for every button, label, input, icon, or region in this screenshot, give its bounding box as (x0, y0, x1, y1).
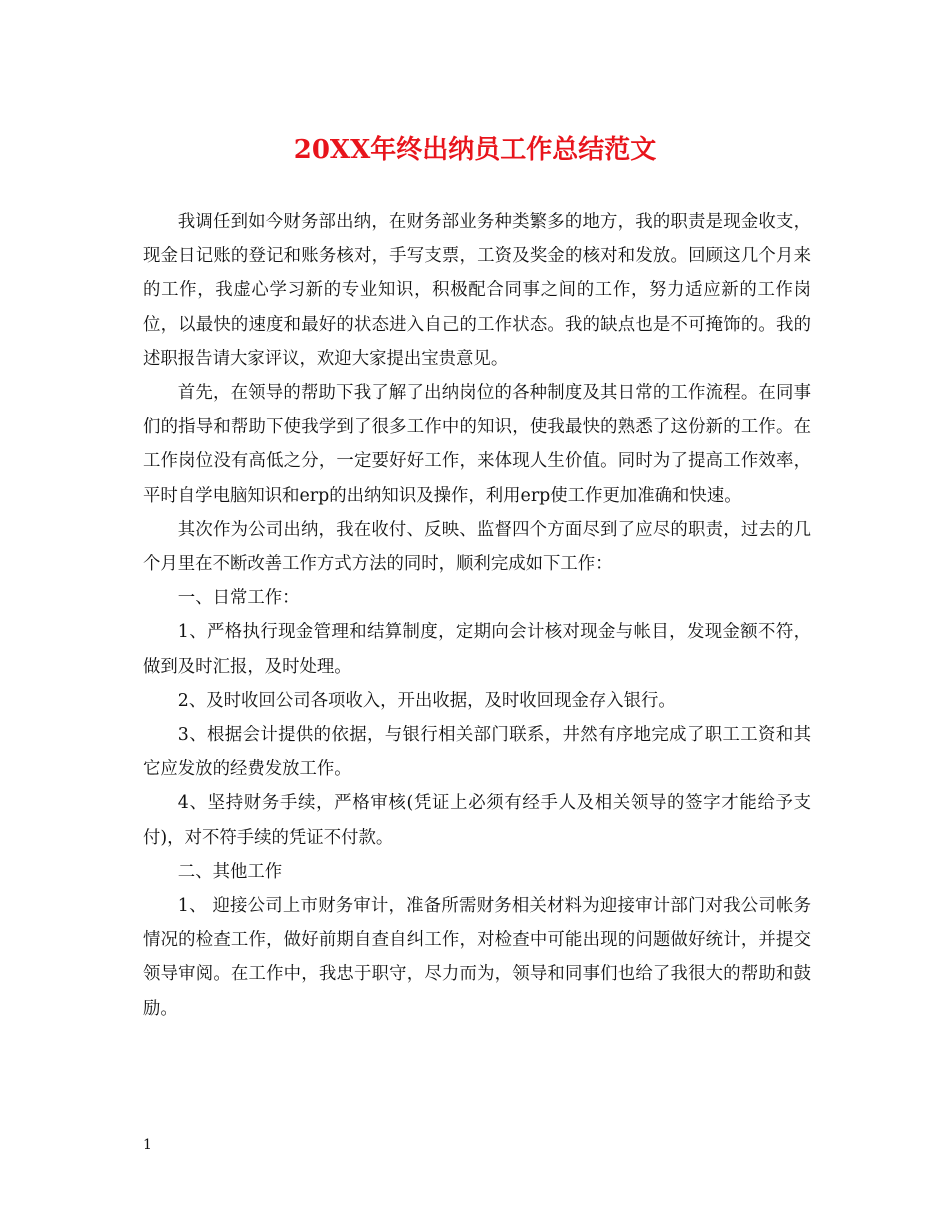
list-item-3: 3、根据会计提供的依据，与银行相关部门联系，井然有序地完成了职工工资和其它应发放的经费发放工作。 (143, 725, 811, 780)
document-body (143, 205, 811, 1026)
page-number: 1 (143, 1137, 152, 1153)
list-item-other-1: 1、 迎接公司上市财务审计，准备所需财务相关材料为迎接审计部门对我公司帐务情况的检查工作，做好前期自查自纠工作，对检查中可能出现的问题做好统计，并提交领导审阅。在工作中，我忠于职守，尽力而为，领导和同事们也给了我很大的帮助和鼓励。 (143, 896, 811, 1019)
paragraph-1: 我调任到如今财务部出纳，在财务部业务种类繁多的地方，我的职责是现金收支，现金日记账的登记和账务核对，手写支票，工资及奖金的核对和发放。回顾这几个月来的工作，我虚心学习新的专业知识，积极配合同事之间的工作，努力适应新的工作岗位，以最快的速度和最好的状态进入自己的工作状态。我的缺点也是不可掩饰的。我的述职报告请大家评议，欢迎大家提出宝贵意见。 (143, 212, 811, 369)
list-item-4: 4、坚持财务手续，严格审核(凭证上必须有经手人及相关领导的签字才能给予支付)，对不符手续的凭证不付款。 (143, 793, 811, 848)
list-item-2: 2、及时收回公司各项收入，开出收据，及时收回现金存入银行。 (177, 690, 676, 711)
list-item-1: 1、严格执行现金管理和结算制度，定期向会计核对现金与帐目，发现金额不符，做到及时汇报，及时处理。 (143, 622, 811, 677)
paragraph-2: 首先，在领导的帮助下我了解了出纳岗位的各种制度及其日常的工作流程。在同事们的指导和帮助下使我学到了很多工作中的知识，使我最快的熟悉了这份新的工作。在工作岗位没有高低之分，一定要好好工作，来体现人生价值。同时为了提高工作效率，平时自学电脑知识和erp的出纳知识及操作，利用erp使工作更加准确和快速。 (143, 383, 811, 506)
section-heading-other-work: 二、其他工作 (177, 861, 283, 882)
section-heading-daily-work: 一、日常工作： (177, 588, 300, 609)
paragraph-3: 其次作为公司出纳，我在收付、反映、监督四个方面尽到了应尽的职责，过去的几个月里在不断改善工作方式方法的同时，顺利完成如下工作： (143, 519, 811, 575)
document-title: 20XX年终出纳员工作总结范文 (293, 135, 657, 165)
